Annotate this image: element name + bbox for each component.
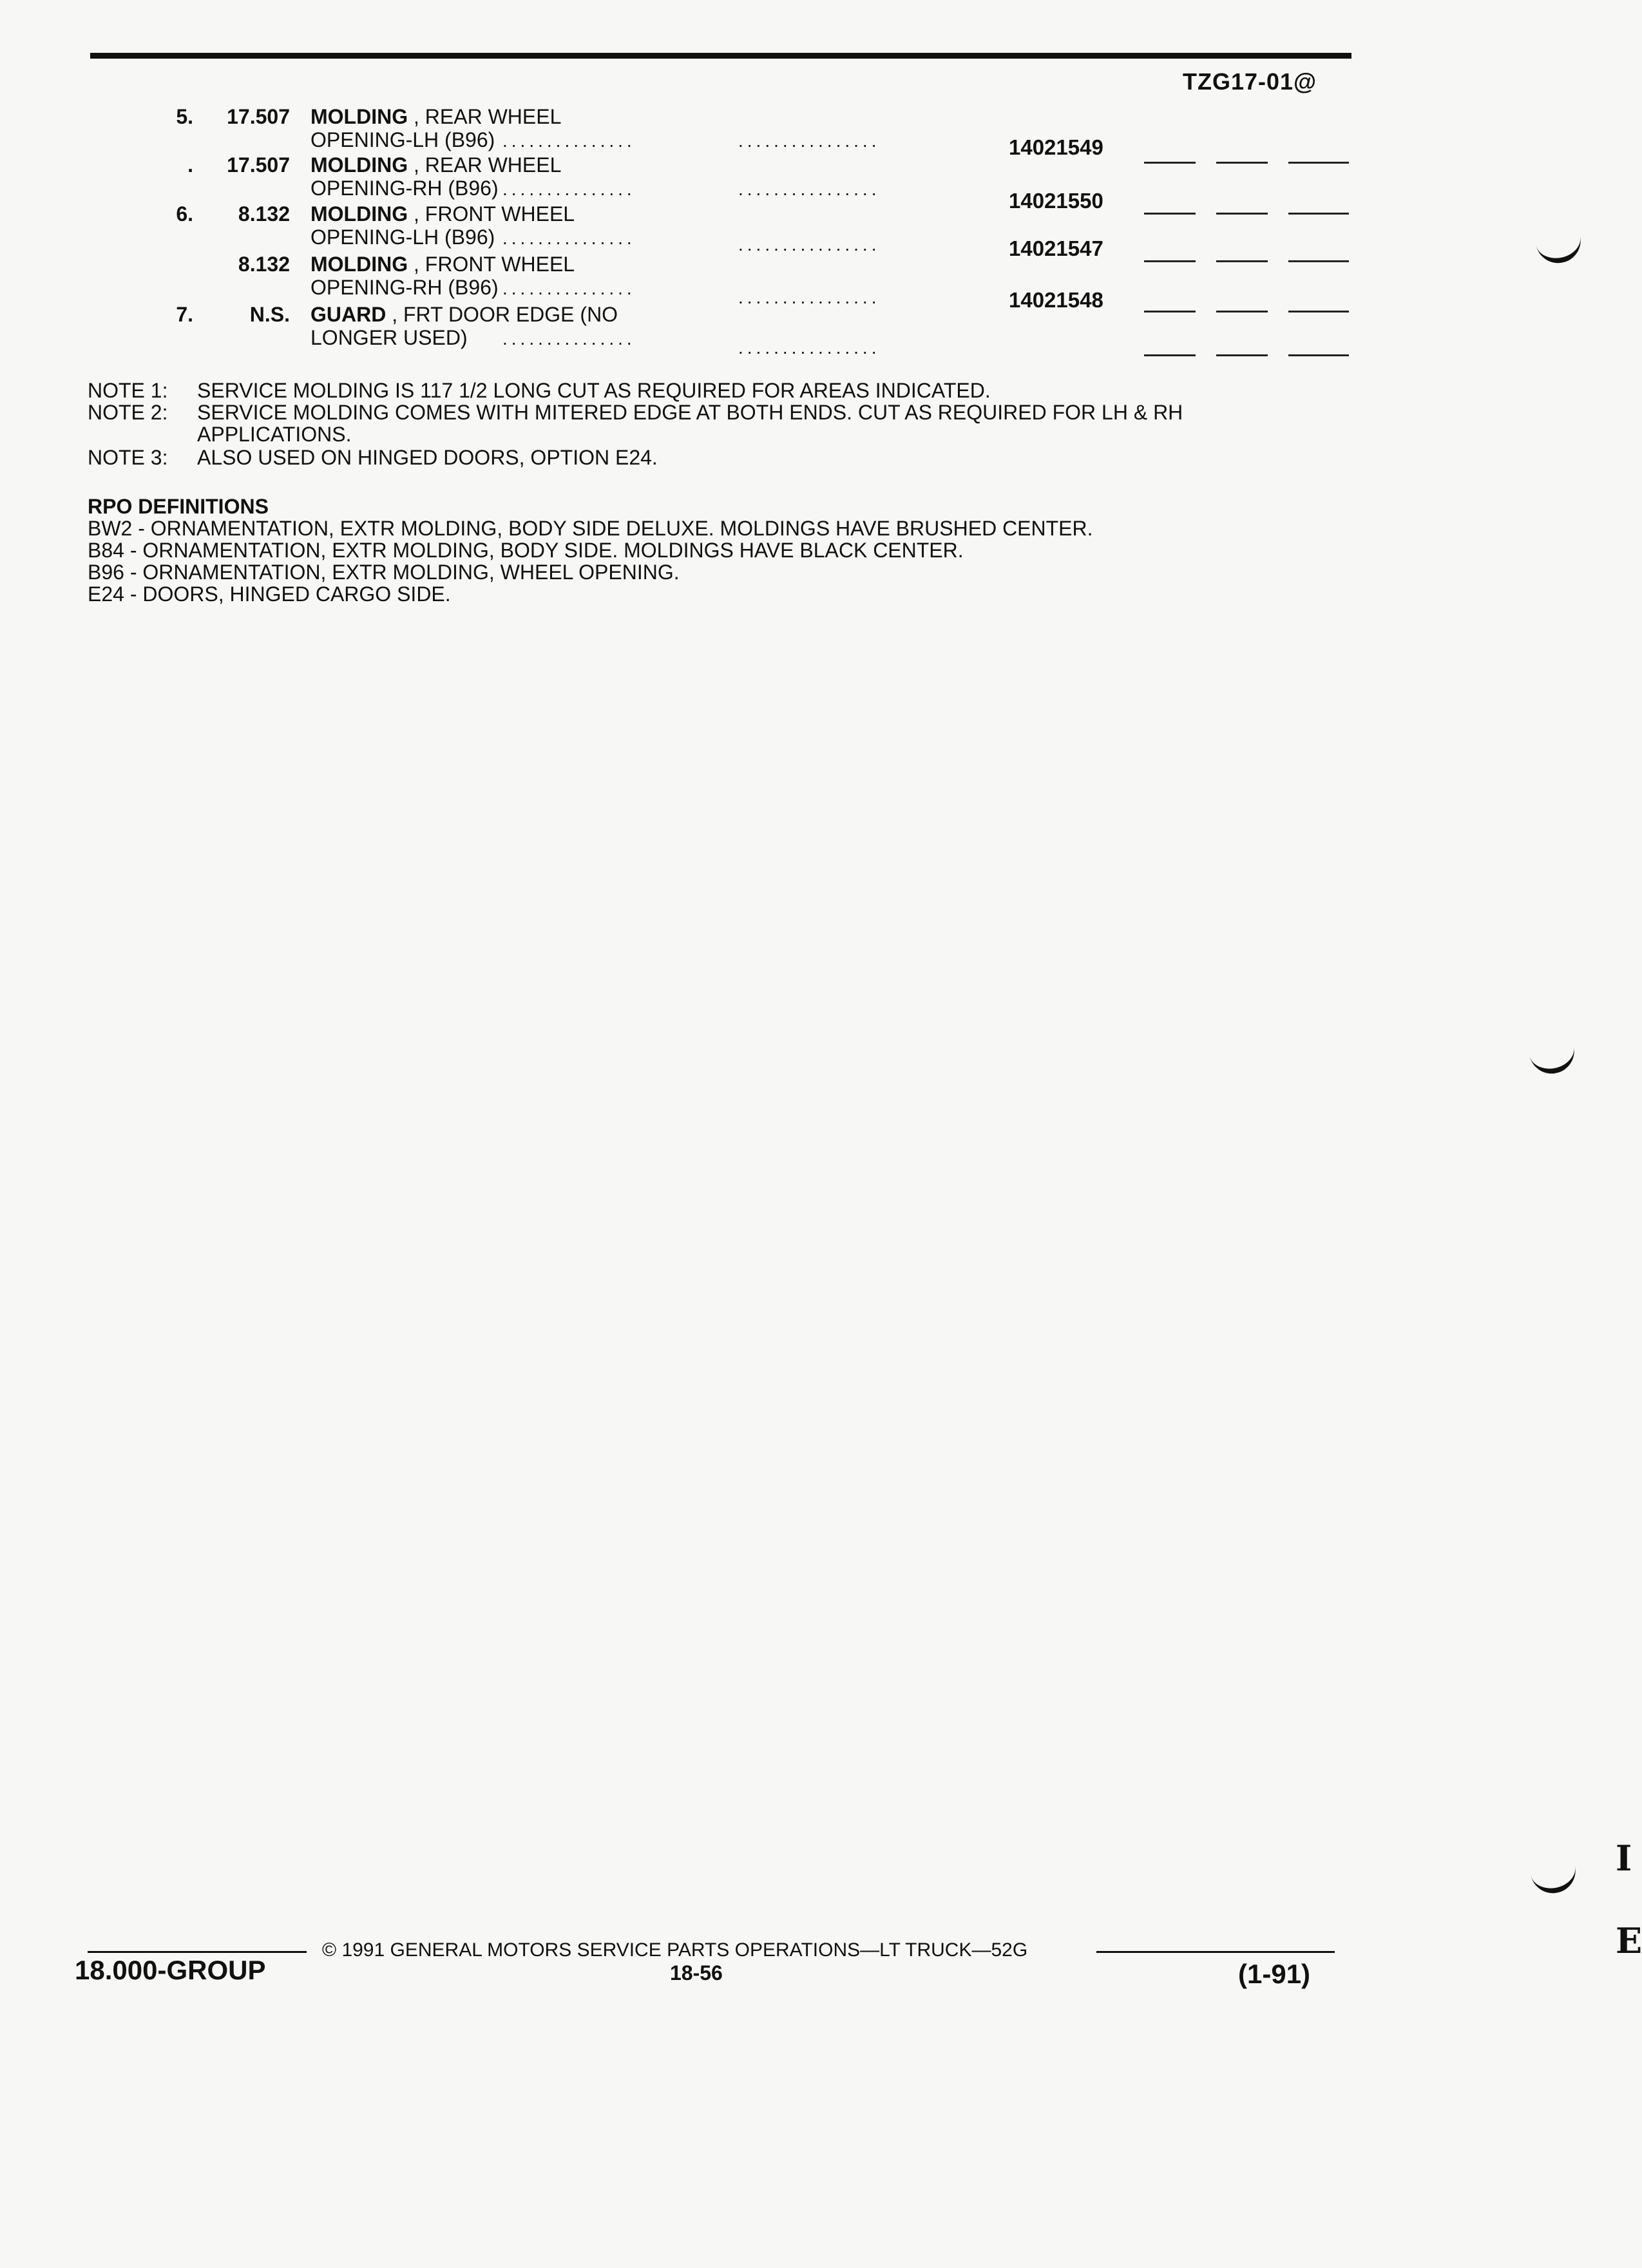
part-desc: , FRT DOOR EDGE (NO [392, 303, 618, 326]
item-number: . [187, 153, 193, 177]
part-desc-2: OPENING-RH (B96) [310, 276, 499, 299]
leader-dots: ................ [738, 287, 881, 307]
footer-rule-right [1096, 1951, 1335, 1953]
qty-blank [1144, 354, 1196, 356]
item-number: 5. [176, 105, 193, 128]
part-number: 14021550 [1009, 189, 1103, 213]
note-line [88, 446, 658, 469]
item-number: 6. [176, 202, 193, 226]
qty-blank [1288, 354, 1349, 356]
group-number: 17.507 [227, 105, 290, 128]
page-number: 18-56 [670, 1961, 723, 1984]
catalog-code: TZG17-01@ [1183, 68, 1317, 95]
part-number: 14021548 [1009, 288, 1103, 312]
leader-dots: ............... [502, 131, 636, 151]
note-label: NOTE 1: [88, 379, 168, 402]
binder-mark [1528, 1038, 1578, 1078]
part-name: MOLDING [310, 202, 408, 226]
revision-date: (1-91) [1238, 1959, 1311, 1989]
qty-blank [1144, 311, 1196, 312]
edge-letter: I [1616, 1838, 1632, 1879]
group-number: N.S. [249, 303, 290, 326]
leader-dots: ................ [738, 179, 881, 199]
note-continuation: APPLICATIONS. [197, 423, 352, 446]
group-label: 18.000-GROUP [75, 1955, 266, 1985]
binder-mark [1529, 1858, 1580, 1898]
group-number: 8.132 [238, 253, 290, 276]
part-name: GUARD [310, 303, 387, 326]
leader-dots: ............... [502, 278, 636, 298]
part-desc: , REAR WHEEL [413, 153, 562, 177]
leader-dots: ................ [738, 235, 881, 255]
qty-blank [1216, 311, 1268, 312]
qty-blank [1216, 213, 1268, 215]
top-rule [90, 53, 1351, 59]
part-desc: , FRONT WHEEL [413, 202, 575, 226]
note-line [88, 401, 1183, 424]
note-text: SERVICE MOLDING IS 117 1/2 LONG CUT AS REQUIRED FOR AREAS INDICATED. [197, 379, 991, 402]
rpo-item: BW2 - ORNAMENTATION, EXTR MOLDING, BODY SIDE DELUXE. MOLDINGS HAVE BRUSHED CENTER. [88, 517, 1093, 540]
note-line [88, 379, 991, 402]
leader-dots: ................ [738, 131, 881, 151]
item-number: 7. [176, 303, 193, 326]
rpo-item: B84 - ORNAMENTATION, EXTR MOLDING, BODY SIDE. MOLDINGS HAVE BLACK CENTER. [88, 539, 964, 562]
qty-blank [1144, 213, 1196, 215]
copyright: © 1991 GENERAL MOTORS SERVICE PARTS OPERATIONS—LT TRUCK—52G [322, 1939, 1028, 1961]
qty-blank [1216, 354, 1268, 356]
qty-blank [1288, 213, 1349, 215]
qty-blank [1144, 260, 1196, 262]
part-name: MOLDING [310, 105, 408, 128]
qty-blank [1144, 162, 1196, 164]
binder-mark [1534, 227, 1585, 267]
footer-rule-left [88, 1951, 307, 1953]
part-number: 14021549 [1009, 135, 1103, 159]
qty-blank [1288, 162, 1349, 164]
part-desc-2: OPENING-LH (B96) [310, 128, 495, 151]
part-name: MOLDING [310, 253, 408, 276]
leader-dots: ............... [502, 179, 636, 199]
part-desc-2: OPENING-RH (B96) [310, 177, 499, 200]
rpo-item: E24 - DOORS, HINGED CARGO SIDE. [88, 582, 451, 606]
note-label: NOTE 2: [88, 401, 168, 424]
rpo-heading: RPO DEFINITIONS [88, 495, 269, 518]
rpo-item: B96 - ORNAMENTATION, EXTR MOLDING, WHEEL OPENING. [88, 561, 680, 584]
note-label: NOTE 3: [88, 446, 168, 469]
part-desc-2: OPENING-LH (B96) [310, 226, 495, 249]
leader-dots: ............... [502, 329, 636, 349]
part-desc: , REAR WHEEL [413, 105, 562, 128]
part-name: MOLDING [310, 153, 408, 177]
group-number: 8.132 [238, 202, 290, 226]
leader-dots: ................ [738, 338, 881, 358]
qty-blank [1216, 260, 1268, 262]
part-desc: , FRONT WHEEL [413, 253, 575, 276]
note-text: SERVICE MOLDING COMES WITH MITERED EDGE AT BOTH ENDS. CUT AS REQUIRED FOR LH & RH [197, 401, 1183, 424]
note-text: ALSO USED ON HINGED DOORS, OPTION E24. [197, 446, 658, 469]
group-number: 17.507 [227, 153, 290, 177]
edge-letter: E [1616, 1920, 1642, 1961]
part-number: 14021547 [1009, 236, 1103, 260]
qty-blank [1288, 311, 1349, 312]
part-desc-2: LONGER USED) [310, 326, 468, 349]
leader-dots: ............... [502, 228, 636, 248]
qty-blank [1216, 162, 1268, 164]
qty-blank [1288, 260, 1349, 262]
